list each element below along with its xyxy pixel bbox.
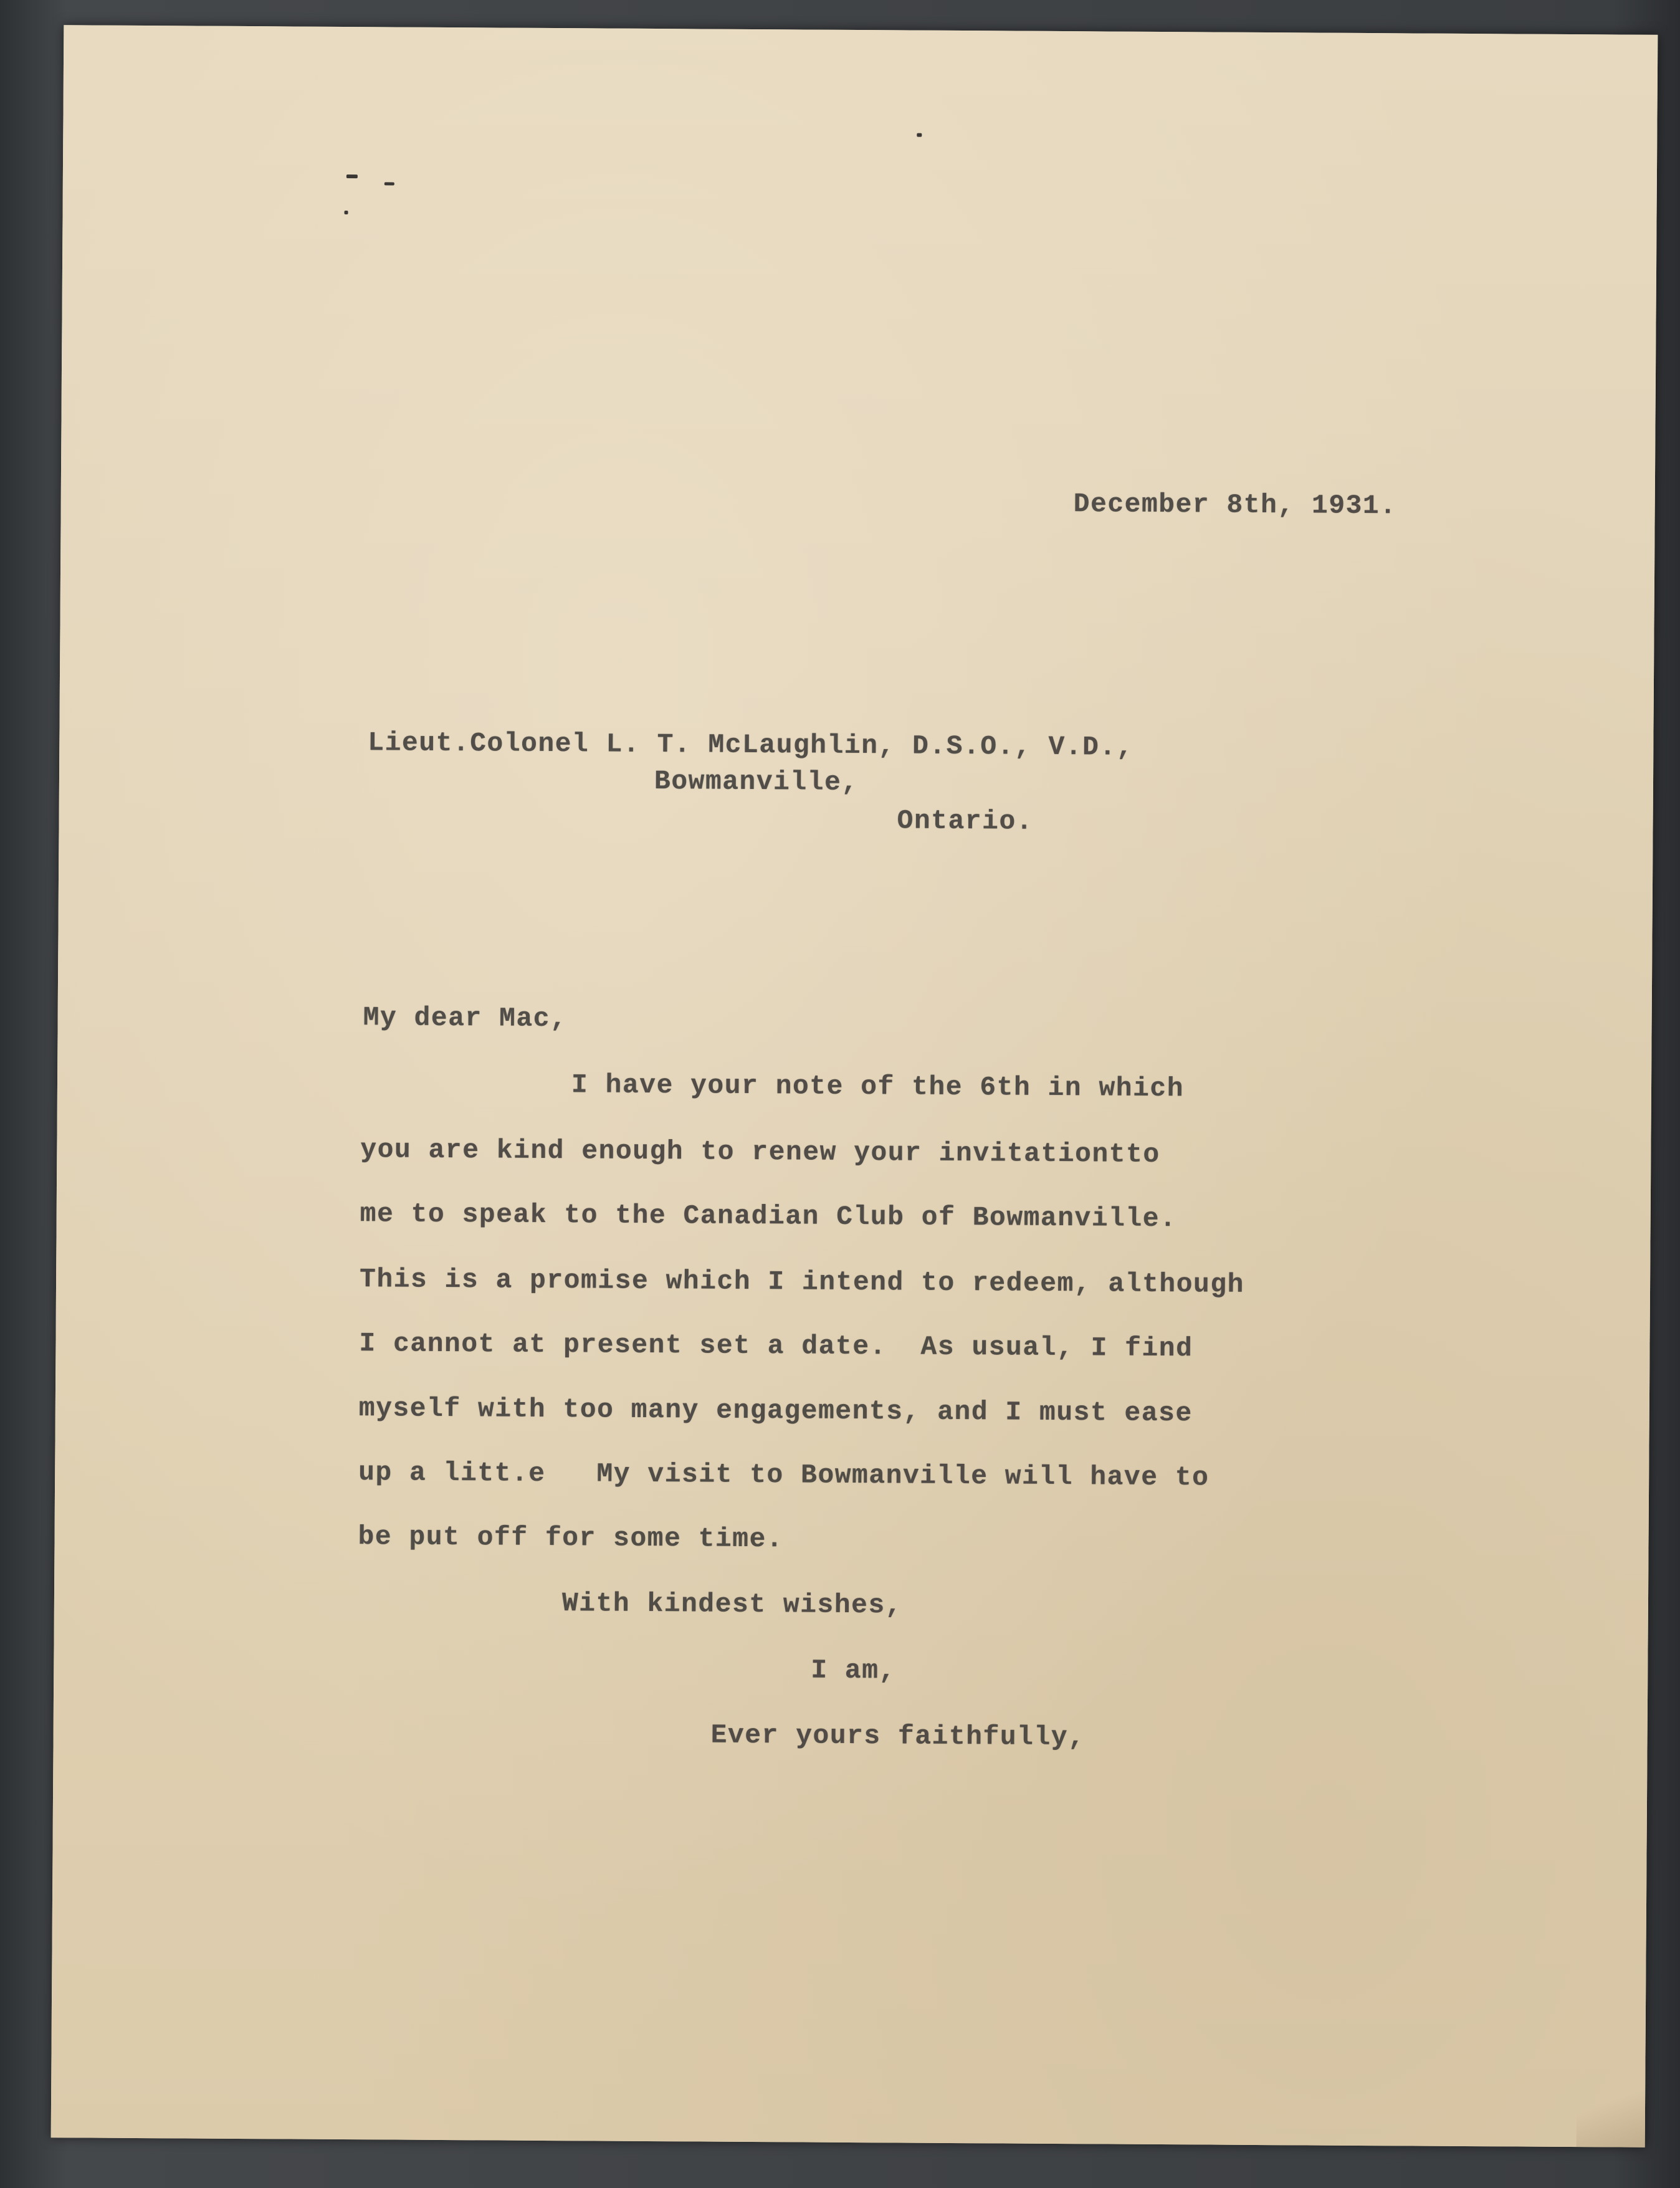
body-line: you are kind enough to renew your invitationtto	[360, 1134, 1160, 1170]
body-line: be put off for some time.	[358, 1521, 784, 1555]
body-line: This is a promise which I intend to redeem, although	[359, 1264, 1245, 1300]
ink-speck	[346, 174, 358, 178]
recipient-name-line: Lieut.Colonel L. T. McLaughlin, D.S.O., V.D.,	[368, 727, 1134, 763]
body-line: myself with too many engagements, and I must ease	[358, 1393, 1193, 1429]
recipient-province-line: Ontario.	[897, 805, 1034, 837]
closing-i-am: I am,	[811, 1655, 896, 1686]
recipient-town-line: Bowmanville,	[654, 766, 859, 798]
page-corner-shadow	[1577, 2041, 1646, 2147]
body-line: I have your note of the 6th in which	[571, 1069, 1185, 1104]
body-line: me to speak to the Canadian Club of Bowmanville.	[360, 1198, 1177, 1235]
ink-speck	[384, 182, 394, 185]
letter-date: December 8th, 1931.	[1073, 489, 1397, 522]
salutation: My dear Mac,	[363, 1002, 568, 1034]
body-line: up a litt.e My visit to Bowmanville will have to	[358, 1457, 1210, 1493]
letter-page	[51, 25, 1658, 2147]
closing-signoff: Ever yours faithfully,	[710, 1719, 1086, 1753]
body-line: I cannot at present set a date. As usual, I find	[359, 1328, 1193, 1364]
ink-speck	[345, 211, 348, 214]
ink-speck	[917, 133, 922, 137]
closing-wishes: With kindest wishes,	[561, 1588, 903, 1621]
